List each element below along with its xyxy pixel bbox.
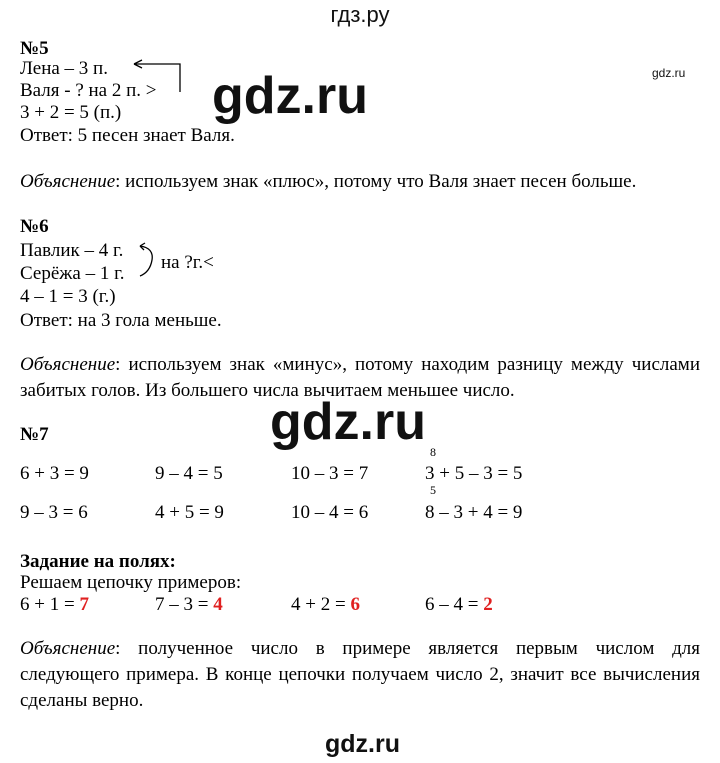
chain-example: [291, 594, 360, 616]
margin-task-title: Задание на полях:: [20, 551, 176, 572]
task7-example: 4 + 5 = 9: [155, 502, 224, 523]
explanation-text: : используем знак «минус», потому находим разницу между числами забитых голов. Из большего числа вычитаем меньшее число.: [20, 354, 700, 401]
chain-expression: 6 + 1 =: [20, 594, 80, 615]
chain-example: [20, 594, 89, 616]
margin-task-explanation: [20, 636, 700, 714]
task5-answer: Ответ: 5 песен знает Валя.: [20, 125, 235, 146]
chain-answer: 4: [213, 594, 223, 615]
task7-title: №7: [20, 424, 49, 445]
task7-superscript: 5: [430, 483, 436, 497]
watermark-large: gdz.ru: [212, 67, 368, 125]
task7-example: 10 – 3 = 7: [291, 463, 369, 484]
chain-expression: 7 – 3 =: [155, 594, 214, 615]
explanation-label: Объяснение: [20, 638, 116, 659]
chain-answer: 7: [79, 594, 89, 615]
task7-example: 3 + 5 – 3 = 5: [425, 463, 523, 484]
chain-expression: 4 + 2 =: [291, 594, 351, 615]
brace-arrow-icon: [136, 242, 158, 282]
explanation-label: Объяснение: [20, 354, 116, 375]
task7-superscript: 8: [430, 445, 436, 459]
task6-title: №6: [20, 216, 49, 237]
chain-answer: 2: [483, 594, 493, 615]
watermark-footer: gdz.ru: [325, 730, 400, 758]
task7-example: 6 + 3 = 9: [20, 463, 89, 484]
explanation-text: : полученное число в примере является первым числом для следующего примера. В конце цепочки получаем число 2, значит все вычисления сделаны верно.: [20, 638, 700, 711]
task6-line: Серёжа – 1 г.: [20, 263, 125, 284]
task7-example: 9 – 3 = 6: [20, 502, 88, 523]
task5-line: Лена – 3 п.: [20, 58, 108, 79]
task5-line: 3 + 2 = 5 (п.): [20, 102, 122, 123]
task6-explanation: [20, 352, 700, 404]
explanation-label: Объяснение: [20, 171, 116, 192]
chain-answer: 6: [350, 594, 360, 615]
task7-example: 10 – 4 = 6: [291, 502, 369, 523]
task6-line: 4 – 1 = 3 (г.): [20, 286, 116, 307]
task7-example: 9 – 4 = 5: [155, 463, 223, 484]
task6-line: Павлик – 4 г.: [20, 240, 124, 261]
task5-explanation: [20, 171, 636, 193]
task7-example: 8 – 3 + 4 = 9: [425, 502, 523, 523]
task5-title: №5: [20, 38, 49, 59]
task6-answer: Ответ: на 3 гола меньше.: [20, 310, 222, 331]
watermark-large: gdz.ru: [270, 393, 426, 451]
chain-example: [425, 594, 493, 616]
task5-line: Валя - ? на 2 п. >: [20, 80, 157, 101]
site-header: гдз.ру: [330, 2, 390, 27]
task6-brace-label: на ?г.<: [161, 252, 214, 273]
margin-task-intro: Решаем цепочку примеров:: [20, 572, 242, 593]
chain-example: [155, 594, 223, 616]
explanation-text: : используем знак «плюс», потому что Валя знает песен больше.: [115, 171, 637, 192]
chain-expression: 6 – 4 =: [425, 594, 484, 615]
watermark-small: gdz.ru: [652, 66, 686, 80]
arrow-icon: [120, 58, 190, 98]
